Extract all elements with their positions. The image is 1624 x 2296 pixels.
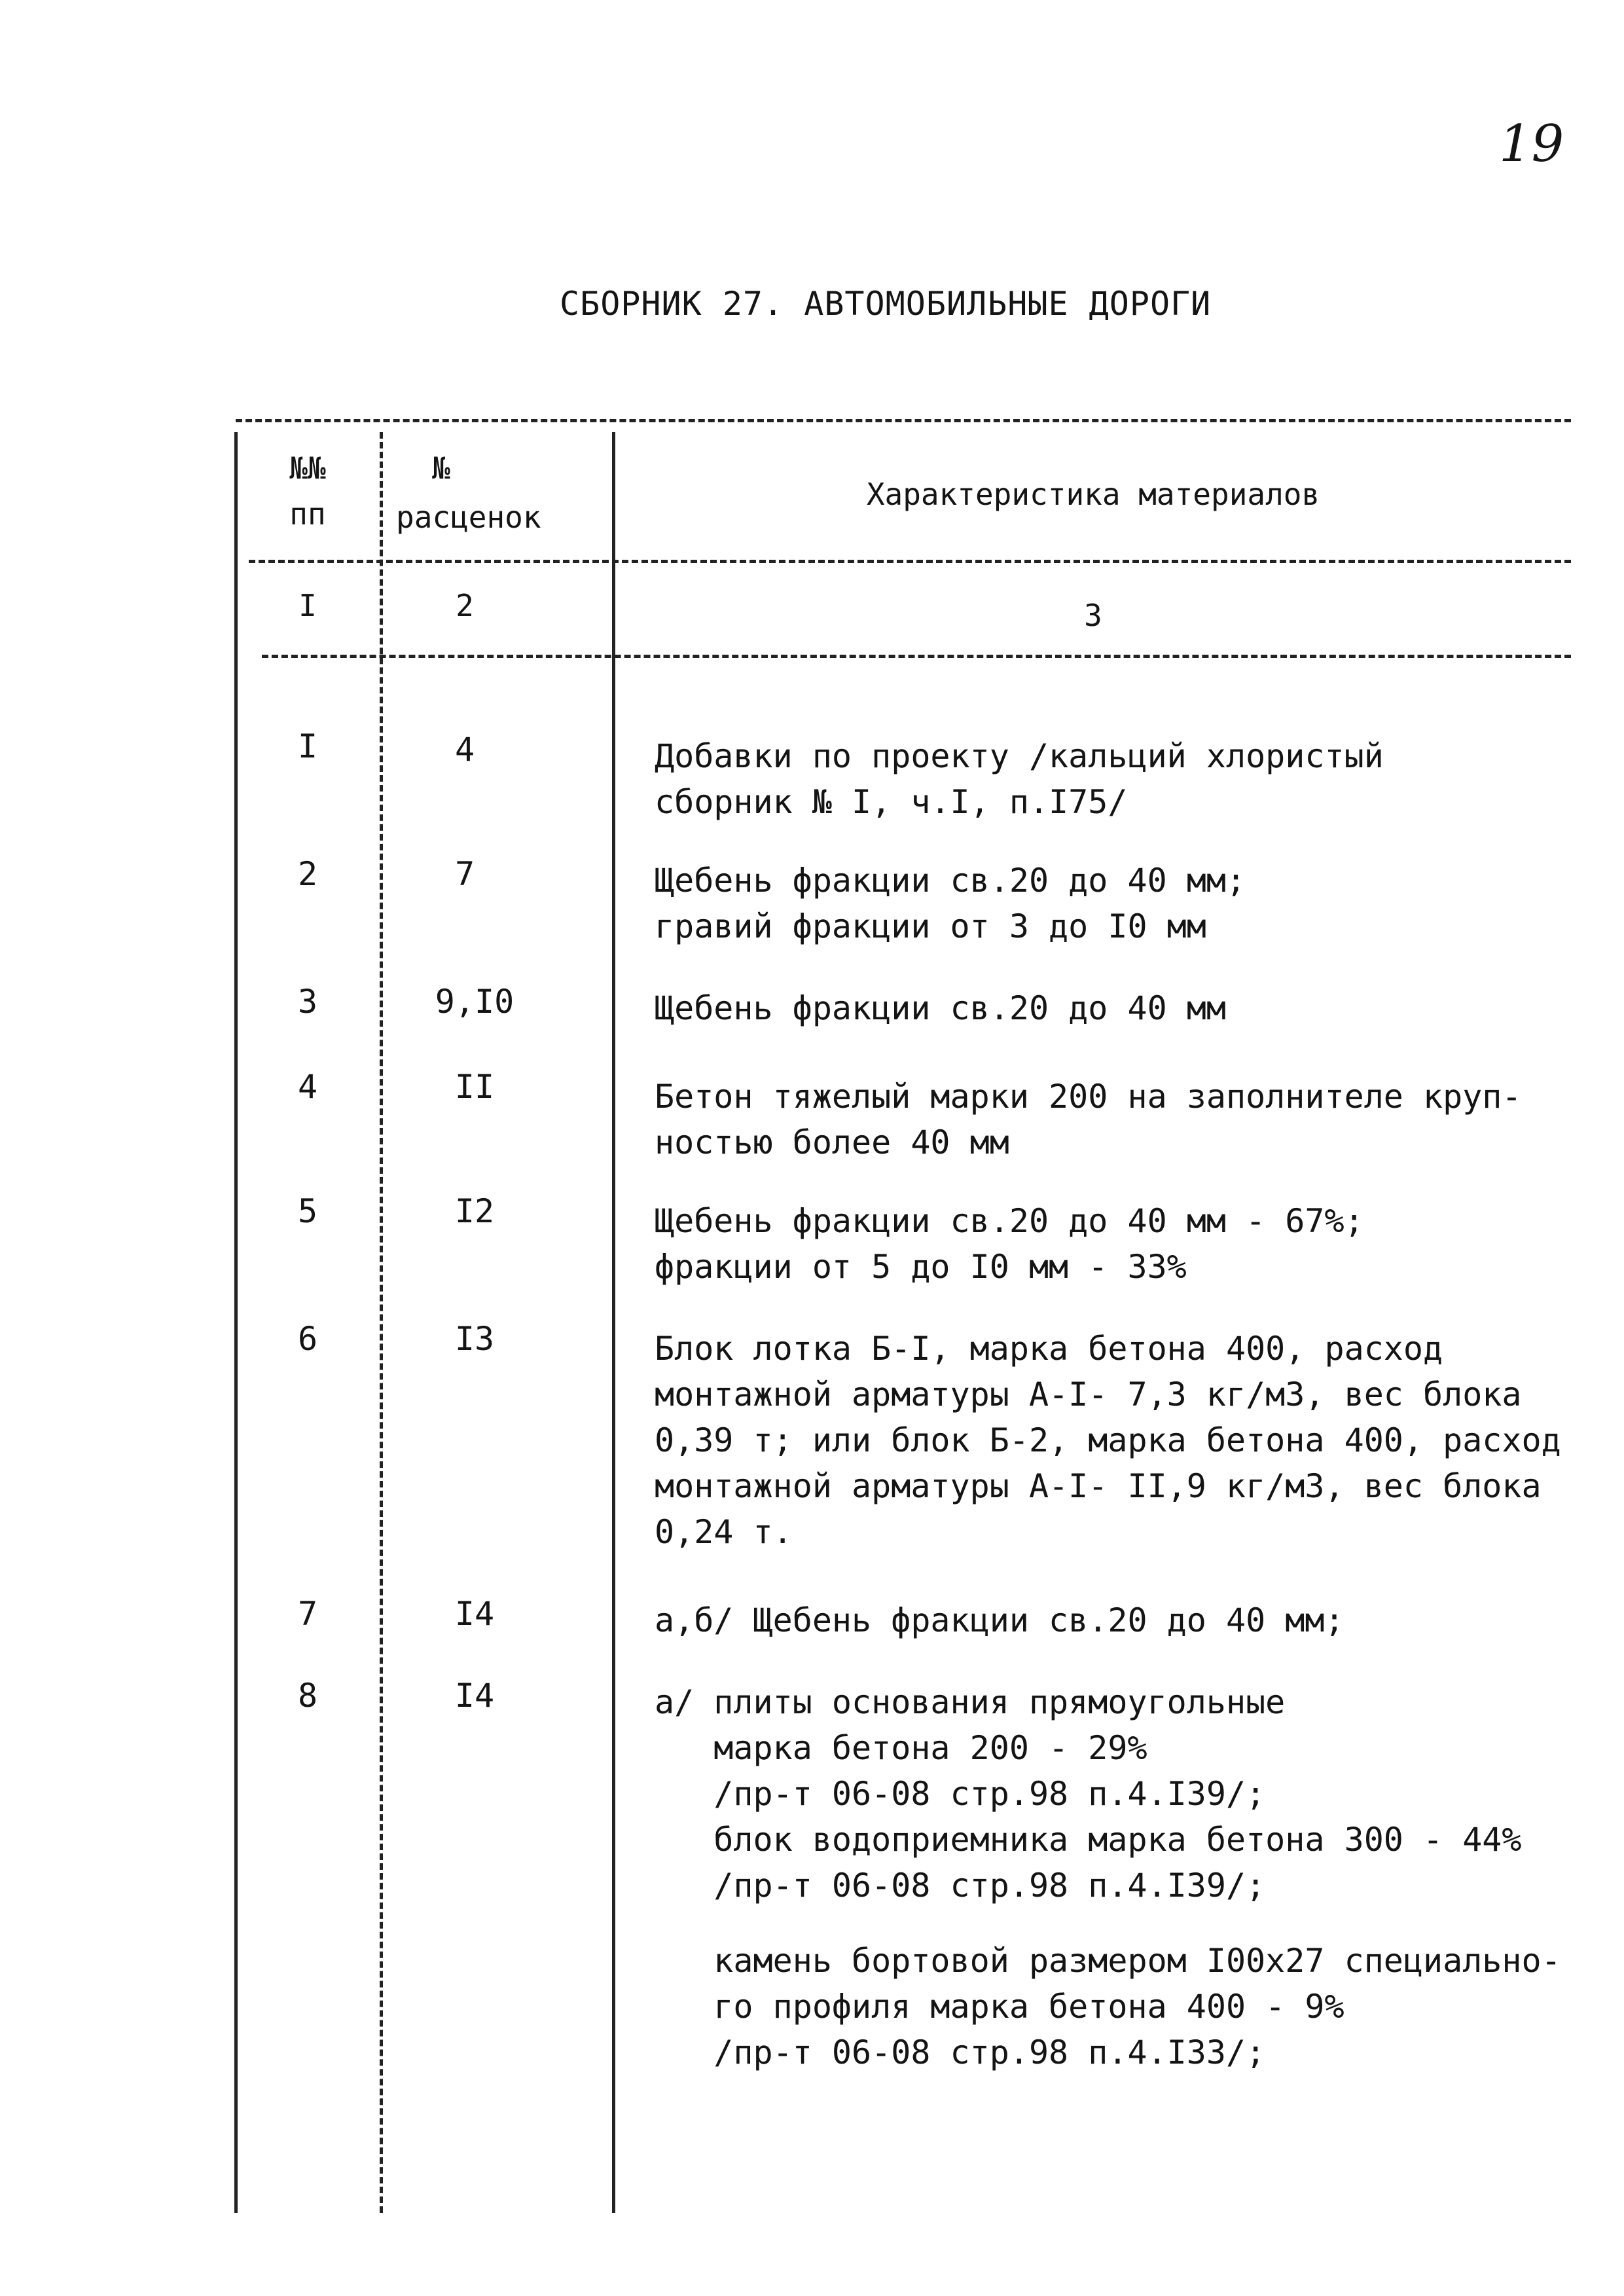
column-number-3: 3	[1084, 598, 1102, 633]
row-6-description: Блок лотка Б-I, марка бетона 400, расход монтажной арматуры А-I- 7,3 кг/м3, вес блока 0,39 т; или блок Б-2, марка бетона 400, расход монтажной арматуры А-I- II,9 кг/м3, вес блока 0,24 т.	[655, 1330, 1561, 1551]
header-col2-line1: №	[432, 450, 450, 486]
row-8-rate: I4	[454, 1677, 495, 1715]
row-1-number: I	[297, 727, 318, 765]
row-4-number: 4	[297, 1068, 318, 1106]
row-9-description: камень бортовой размером I00х27 специально- го профиля марка бетона 400 - 9% /пр-т 06-08 стр.98 п.4.I33/;	[713, 1942, 1561, 2071]
row-3-rate: 9,I0	[435, 983, 514, 1021]
row-8-description: а/ плиты основания прямоугольные марка бетона 200 - 29% /пр-т 06-08 стр.98 п.4.I39/; блок водоприемника марка бетона 300 - 44% /пр-т 06-08 стр.98 п.4.I39/;	[655, 1683, 1522, 1904]
row-7-number: 7	[297, 1595, 318, 1633]
row-8-number: 8	[297, 1677, 318, 1715]
row-2-number: 2	[297, 855, 318, 893]
row-1-rate: 4	[454, 731, 475, 769]
row-3-description: Щебень фракции св.20 до 40 мм	[655, 989, 1226, 1027]
row-4-description: Бетон тяжелый марки 200 на заполнителе круп- ностью более 40 мм	[655, 1078, 1522, 1161]
row-3-number: 3	[297, 983, 318, 1021]
row-7-description: а,б/ Щебень фракции св.20 до 40 мм;	[655, 1601, 1344, 1639]
page-number: 19	[1499, 115, 1564, 173]
row-5-rate: I2	[454, 1192, 495, 1230]
column-divider-2	[612, 432, 615, 2213]
row-5-description: Щебень фракции св.20 до 40 мм - 67%; фракции от 5 до I0 мм - 33%	[655, 1202, 1364, 1286]
document-title: СБОРНИК 27. АВТОМОБИЛЬНЫЕ ДОРОГИ	[560, 285, 1212, 323]
row-7-rate: I4	[454, 1595, 495, 1633]
row-6-number: 6	[297, 1320, 318, 1358]
row-2-description: Щебень фракции св.20 до 40 мм; гравий фракции от 3 до I0 мм	[655, 862, 1246, 945]
row-1-description: Добавки по проекту /кальций хлористый сборник № I, ч.I, п.I75/	[655, 737, 1384, 821]
header-bottom-rule	[249, 560, 1571, 563]
table-left-border	[234, 432, 238, 2213]
header-col3: Характеристика материалов	[866, 477, 1320, 512]
row-4-rate: II	[454, 1068, 495, 1106]
header-col1-line1: №№	[289, 450, 326, 486]
column-divider-1	[380, 432, 383, 2213]
column-numbers-rule	[262, 655, 1571, 658]
row-5-number: 5	[297, 1192, 318, 1230]
column-number-1: I	[298, 588, 317, 623]
row-6-rate: I3	[454, 1320, 495, 1358]
column-number-2: 2	[456, 588, 474, 623]
header-col2-line2: расценок	[396, 500, 541, 535]
row-2-rate: 7	[454, 855, 475, 893]
header-col1-line2: пп	[289, 496, 326, 532]
table-top-rule	[236, 419, 1571, 422]
